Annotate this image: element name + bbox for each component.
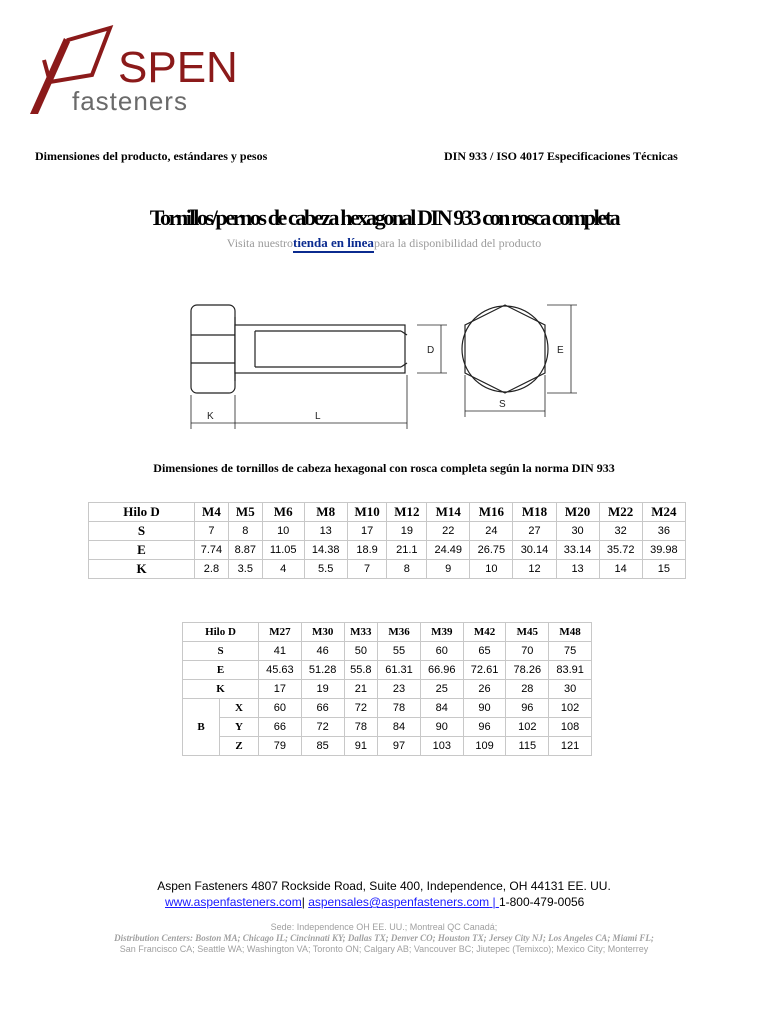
table-cell: 2.8 <box>195 560 229 579</box>
table-cell: 108 <box>549 718 592 737</box>
table-caption: Dimensiones de tornillos de cabeza hexagonal con rosca completa según la norma DIN 933 <box>153 461 615 475</box>
table-cell: 72 <box>344 699 378 718</box>
table-cell: 30.14 <box>513 541 556 560</box>
table-cell: 22 <box>427 522 470 541</box>
column-header: M10 <box>347 503 387 522</box>
label-k: K <box>207 411 214 422</box>
table-cell: 21.1 <box>387 541 427 560</box>
column-header: M48 <box>549 623 592 642</box>
table-cell: 32 <box>599 522 642 541</box>
aspen-fasteners-logo <box>30 20 260 120</box>
table-cell: 36 <box>642 522 685 541</box>
table-cell: 19 <box>301 680 344 699</box>
column-header: M45 <box>506 623 549 642</box>
table-cell: 61.31 <box>378 661 421 680</box>
table-row <box>183 680 592 699</box>
table-cell: 15 <box>642 560 685 579</box>
table-cell: 55.8 <box>344 661 378 680</box>
logo-primary-text: SPEN <box>118 43 238 92</box>
table-cell: 90 <box>420 718 463 737</box>
table-cell: 66.96 <box>420 661 463 680</box>
label-s: S <box>499 399 506 410</box>
column-header: M5 <box>228 503 262 522</box>
table-cell: 17 <box>259 680 302 699</box>
table-cell: 65 <box>463 642 506 661</box>
column-header: M20 <box>556 503 599 522</box>
table-cell: 46 <box>301 642 344 661</box>
column-header: M42 <box>463 623 506 642</box>
table-cell: 66 <box>301 699 344 718</box>
contact-separator: | <box>301 895 309 909</box>
header-right-text: DIN 933 / ISO 4017 Especificaciones Técnicas <box>444 149 678 163</box>
table-cell: 66 <box>259 718 302 737</box>
table-cell: 60 <box>259 699 302 718</box>
table-cell: 96 <box>506 699 549 718</box>
table-cell: 17 <box>347 522 387 541</box>
table-cell: 24.49 <box>427 541 470 560</box>
table-cell: 24 <box>470 522 513 541</box>
table-cell: 115 <box>506 737 549 756</box>
phone-number: 1-800-479-0056 <box>498 895 585 909</box>
row-label: S <box>89 522 195 541</box>
table-cell: 30 <box>556 522 599 541</box>
table-cell: 84 <box>378 718 421 737</box>
table-cell: 103 <box>420 737 463 756</box>
column-header: Hilo D <box>183 623 259 642</box>
footer-contact <box>165 895 584 909</box>
table-header-row <box>89 503 686 522</box>
table-cell: 78 <box>344 718 378 737</box>
table-cell: 27 <box>513 522 556 541</box>
table-cell: 35.72 <box>599 541 642 560</box>
table-cell: 84 <box>420 699 463 718</box>
table-cell: 21 <box>344 680 378 699</box>
row-label: X <box>220 699 259 718</box>
column-header: M39 <box>420 623 463 642</box>
table-cell: 60 <box>420 642 463 661</box>
table-cell: 97 <box>378 737 421 756</box>
table-cell: 78 <box>378 699 421 718</box>
label-e: E <box>557 345 564 356</box>
column-header: M4 <box>195 503 229 522</box>
dimensions-table-m4-m24 <box>88 502 686 579</box>
column-header: M36 <box>378 623 421 642</box>
row-label: E <box>183 661 259 680</box>
table-row <box>183 642 592 661</box>
row-label: Y <box>220 718 259 737</box>
footer-headquarters: Sede: Independence OH EE. UU.; Montreal QC Canadá; <box>270 922 498 932</box>
table-row <box>183 718 592 737</box>
logo-secondary-text: fasteners <box>72 86 188 116</box>
table-cell: 79 <box>259 737 302 756</box>
visit-after-text: para la disponibilidad del producto <box>373 236 542 250</box>
online-store-link[interactable]: tienda en línea <box>293 235 374 253</box>
column-header: M30 <box>301 623 344 642</box>
table-cell: 9 <box>427 560 470 579</box>
table-cell: 14.38 <box>304 541 347 560</box>
table-cell: 50 <box>344 642 378 661</box>
table-cell: 91 <box>344 737 378 756</box>
table-cell: 25 <box>420 680 463 699</box>
table-row <box>183 661 592 680</box>
table-cell: 8.87 <box>228 541 262 560</box>
table-cell: 70 <box>506 642 549 661</box>
label-d: D <box>427 345 435 356</box>
row-label: K <box>183 680 259 699</box>
table-row <box>89 541 686 560</box>
header-left-text: Dimensiones del producto, estándares y pesos <box>35 149 268 163</box>
email-link[interactable]: aspensales@aspenfasteners.com <box>308 895 490 909</box>
row-label: S <box>183 642 259 661</box>
table-cell: 18.9 <box>347 541 387 560</box>
table-cell: 14 <box>599 560 642 579</box>
column-header: Hilo D <box>89 503 195 522</box>
table-cell: 45.63 <box>259 661 302 680</box>
table-cell: 12 <box>513 560 556 579</box>
column-header: M22 <box>599 503 642 522</box>
table-cell: 55 <box>378 642 421 661</box>
table-cell: 10 <box>262 522 304 541</box>
row-label: E <box>89 541 195 560</box>
table-cell: 96 <box>463 718 506 737</box>
table-cell: 23 <box>378 680 421 699</box>
visit-before-text: Visita nuestro <box>226 236 294 250</box>
table-row <box>183 737 592 756</box>
footer-distribution <box>0 933 768 943</box>
table-cell: 33.14 <box>556 541 599 560</box>
table-cell: 41 <box>259 642 302 661</box>
table-cell: 83.91 <box>549 661 592 680</box>
table-cell: 10 <box>470 560 513 579</box>
footer-address: Aspen Fasteners 4807 Rockside Road, Suite 400, Independence, OH 44131 EE. UU. <box>157 879 611 893</box>
row-label: Z <box>220 737 259 756</box>
table-cell: 72 <box>301 718 344 737</box>
table-header-row <box>183 623 592 642</box>
table-row <box>89 522 686 541</box>
table-cell: 102 <box>549 699 592 718</box>
table-cell: 28 <box>506 680 549 699</box>
table-cell: 8 <box>387 560 427 579</box>
table-cell: 3.5 <box>228 560 262 579</box>
table-cell: 7 <box>195 522 229 541</box>
bolt-technical-drawing <box>185 295 585 435</box>
column-header: M27 <box>259 623 302 642</box>
table-cell: 51.28 <box>301 661 344 680</box>
table-cell: 78.26 <box>506 661 549 680</box>
table-cell: 90 <box>463 699 506 718</box>
table-cell: 26 <box>463 680 506 699</box>
table-cell: 72.61 <box>463 661 506 680</box>
table-cell: 30 <box>549 680 592 699</box>
label-l: L <box>315 411 321 422</box>
table-row <box>89 560 686 579</box>
distribution-label: Distribution Centers: <box>114 933 193 943</box>
table-cell: 7.74 <box>195 541 229 560</box>
table-cell: 102 <box>506 718 549 737</box>
table-cell: 8 <box>228 522 262 541</box>
column-header: M14 <box>427 503 470 522</box>
table-cell: 39.98 <box>642 541 685 560</box>
column-header: M6 <box>262 503 304 522</box>
column-header: M18 <box>513 503 556 522</box>
row-label: K <box>89 560 195 579</box>
column-header: M33 <box>344 623 378 642</box>
page-title: Tornillos/pernos de cabeza hexagonal DIN 933 con rosca completa <box>149 205 619 230</box>
table-cell: 13 <box>304 522 347 541</box>
website-link[interactable]: www.aspenfasteners.com <box>165 895 302 909</box>
table-cell: 19 <box>387 522 427 541</box>
table-cell: 5.5 <box>304 560 347 579</box>
footer-cities: San Francisco CA; Seattle WA; Washington VA; Toronto ON; Calgary AB; Vancouver BC; Jiutepec (Temixco); Mexico City; Monterrey <box>119 944 649 954</box>
contact-separator-link[interactable]: | <box>489 895 499 909</box>
column-header: M8 <box>304 503 347 522</box>
table-cell: 26.75 <box>470 541 513 560</box>
column-header: M16 <box>470 503 513 522</box>
table-cell: 121 <box>549 737 592 756</box>
table-cell: 109 <box>463 737 506 756</box>
column-header: M12 <box>387 503 427 522</box>
dimensions-table-m27-m48 <box>182 622 592 756</box>
table-cell: 13 <box>556 560 599 579</box>
row-group-label: B <box>183 699 220 756</box>
table-cell: 75 <box>549 642 592 661</box>
table-cell: 11.05 <box>262 541 304 560</box>
table-cell: 7 <box>347 560 387 579</box>
visit-line <box>0 235 768 251</box>
column-header: M24 <box>642 503 685 522</box>
distribution-list: Boston MA; Chicago IL; Cincinnati KY; Dallas TX; Denver CO; Houston TX; Jersey City NJ; Los Angeles CA; Miami FL; <box>195 933 654 943</box>
table-row <box>183 699 592 718</box>
table-cell: 4 <box>262 560 304 579</box>
table-cell: 85 <box>301 737 344 756</box>
